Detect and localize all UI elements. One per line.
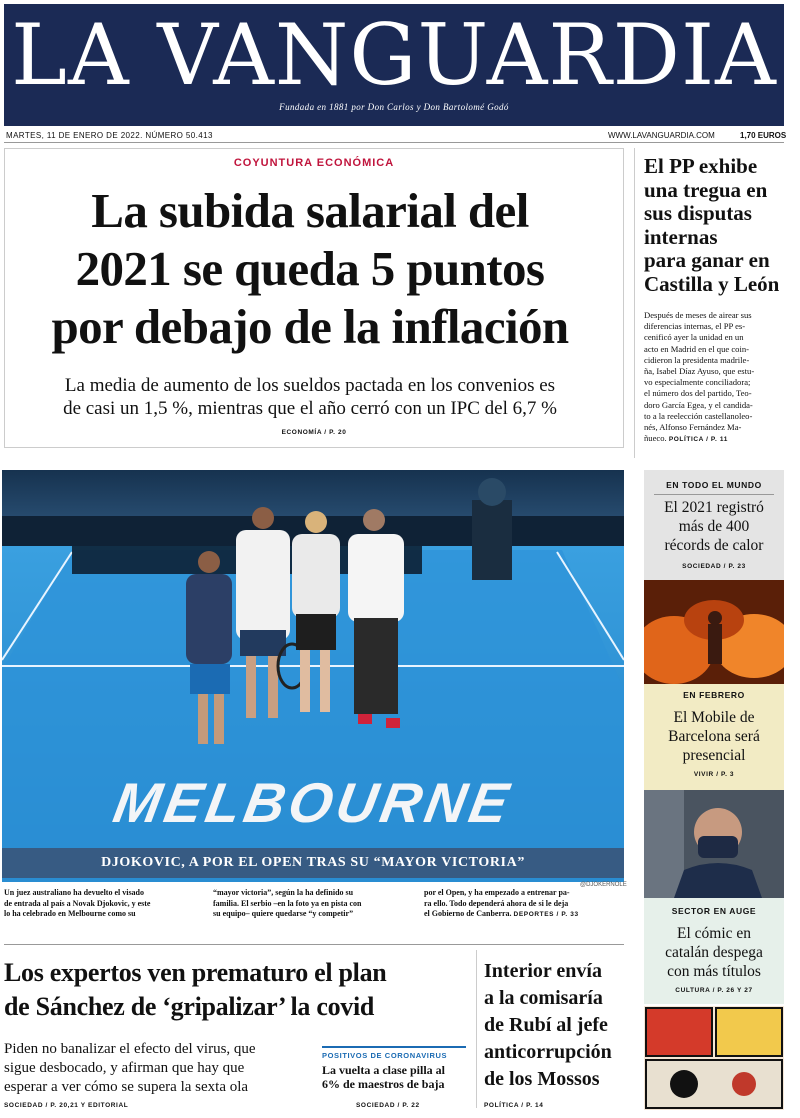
caption-line: ra ello. Todo dependerá ahora de si le deja xyxy=(424,898,569,908)
box-label: SECTOR EN AUGE xyxy=(671,906,757,916)
side-headline-line: El PP exhibe xyxy=(644,154,758,178)
box-line: El cómic en xyxy=(676,925,752,942)
man-portrait-image xyxy=(644,790,784,898)
box-section: CULTURA / P. 26 Y 27 xyxy=(675,987,753,994)
side-body-line: ñueco. xyxy=(644,433,667,444)
box-line: con más títulos xyxy=(667,963,761,980)
side-body-line: ña, Isabel Díaz Ayuso, que estu- xyxy=(644,366,755,377)
divider xyxy=(634,148,635,458)
caption-column-1 xyxy=(4,888,204,920)
brief-line: 6% de maestros de baja xyxy=(322,1077,445,1091)
caption-line: Un juez australiano ha devuelto el visado xyxy=(4,888,145,897)
side-headline-line: sus disputas xyxy=(644,201,752,225)
caption-line: el Gobierno de Canberra. xyxy=(424,909,512,919)
box-headline xyxy=(644,498,784,555)
lead-sub-line: La media de aumento de los sueldos pactada en los convenios es xyxy=(64,375,556,396)
photo-section: DEPORTES / P. 33 xyxy=(513,911,579,919)
brief-section: SOCIEDAD / P. 22 xyxy=(356,1102,420,1109)
lead-headline-line: por debajo de la inflación xyxy=(51,299,569,354)
portrait-photo xyxy=(644,790,784,898)
side-body-line: acto en Madrid en el que coin- xyxy=(644,343,749,354)
website[interactable]: WWW.LAVANGUARDIA.COM xyxy=(608,131,715,140)
brief-box[interactable] xyxy=(322,1046,466,1091)
box-label: EN FEBRERO xyxy=(683,690,745,700)
side-body-line: vo especialmente conciliadora; xyxy=(644,377,751,388)
box-line: Barcelona será xyxy=(668,728,760,745)
side-headline-line: para ganar en xyxy=(644,248,770,272)
divider xyxy=(654,494,774,495)
interior-line: a la comisaría xyxy=(484,987,603,1009)
box-headline xyxy=(644,708,784,765)
box-section: VIVIR / P. 3 xyxy=(693,771,735,778)
side-headline-line: una tregua en xyxy=(644,177,768,202)
wildfire-photo xyxy=(644,580,784,684)
interior-line: de los Mossos xyxy=(484,1068,600,1090)
side-body-line: doro García Egea, y el candida- xyxy=(644,399,753,410)
side-story-headline[interactable] xyxy=(644,155,794,296)
lead-kicker: COYUNTURA ECONÓMICA xyxy=(233,157,395,169)
interior-line: anticorrupción xyxy=(484,1041,612,1063)
bottom-sub-line: esperar a ver cómo se supera la sexta ola xyxy=(4,1079,249,1095)
divider xyxy=(4,944,624,945)
photo-caption[interactable]: DJOKOVIC, A POR EL OPEN TRAS SU “MAYOR VICTORIA” xyxy=(2,848,624,878)
side-body-line: cenificó ayer la unidad en un xyxy=(644,332,744,343)
masthead-subtitle: Fundada en 1881 por Don Carlos y Don Bartolomé Godó xyxy=(279,102,509,112)
side-story-section: POLÍTICA / P. 11 xyxy=(668,436,728,444)
box-line: El Mobile de xyxy=(673,709,755,726)
comic-panels-image xyxy=(644,1006,784,1110)
caption-line: de entrada al país a Novak Djokovic, y este xyxy=(4,898,151,908)
lead-headline[interactable] xyxy=(6,182,614,356)
side-headline-line: internas xyxy=(644,224,718,249)
bottom-subheadline xyxy=(4,1040,314,1097)
comic-box[interactable] xyxy=(644,898,784,1004)
lead-sub-line: de casi un 1,5 %, mientras que el año cerró con un IPC del 6,7 % xyxy=(63,398,557,419)
interior-line: de Rubí al jefe xyxy=(484,1014,608,1036)
box-line: récords de calor xyxy=(664,537,764,554)
box-line: catalán despega xyxy=(665,944,763,961)
box-line: El 2021 registró xyxy=(664,499,764,516)
caption-line: familia. El serbio –en la foto ya en pista con xyxy=(213,898,362,908)
brief-label: POSITIVOS DE CORONAVIRUS xyxy=(322,1051,448,1060)
side-story-body xyxy=(644,310,786,445)
court-lettering: MELBOURNE xyxy=(108,771,517,834)
caption-line: por el Open, y ha empezado a entrenar pa- xyxy=(424,888,570,897)
masthead xyxy=(4,4,784,126)
lead-headline-line: 2021 se queda 5 puntos xyxy=(75,241,545,296)
bottom-sub-line: sigue desbocado, y afirman que hay que xyxy=(4,1060,245,1076)
caption-line: su equipo– quiere quedarse “y competir” xyxy=(213,909,354,919)
box-headline xyxy=(644,924,784,981)
brief-line: La vuelta a clase pilla al xyxy=(322,1063,445,1077)
price: 1,70 EUROS xyxy=(740,131,787,140)
interior-line: Interior envía xyxy=(484,960,602,982)
side-body-line: nés, Alfonso Fernández Ma- xyxy=(644,422,742,433)
comic-image xyxy=(644,1006,784,1110)
box-line: más de 400 xyxy=(678,518,750,535)
side-body-line: diferencias internas, el PP es- xyxy=(644,321,746,332)
record-heat-box[interactable] xyxy=(644,470,784,580)
side-body-line: el número dos del partido, Teo- xyxy=(644,388,752,399)
caption-line: lo ha celebrado en Melbourne como su xyxy=(4,909,136,919)
side-body-line: cidieron la presidenta madrile- xyxy=(644,354,750,365)
lead-subheadline xyxy=(20,374,600,420)
brief-headline xyxy=(322,1063,466,1091)
box-section: SOCIEDAD / P. 23 xyxy=(682,563,746,570)
side-body-line: Después de meses de airear sus xyxy=(644,310,752,320)
box-line: presencial xyxy=(682,747,746,764)
issue-date: MARTES, 11 DE ENERO DE 2022. NÚMERO 50.413 xyxy=(6,131,213,140)
caption-column-2 xyxy=(213,888,413,920)
bottom-headline[interactable] xyxy=(4,956,474,1024)
side-body-line: to a la reelección castellanoleo- xyxy=(644,410,753,421)
interior-section: POLÍTICA / P. 14 xyxy=(484,1102,544,1109)
divider xyxy=(4,142,784,143)
caption-line: “mayor victoria”, según la ha definido su xyxy=(213,888,354,897)
caption-column-3 xyxy=(424,888,624,921)
fire-image xyxy=(644,580,784,684)
lead-section: ECONOMÍA / P. 20 xyxy=(281,429,347,436)
newspaper-title: LA VANGUARDIA xyxy=(11,6,777,104)
interior-headline[interactable] xyxy=(484,958,634,1093)
side-headline-line: Castilla y León xyxy=(644,271,780,296)
lead-headline-line: La subida salarial del xyxy=(91,183,529,238)
bottom-sub-line: Piden no banalizar el efecto del virus, que xyxy=(4,1041,256,1057)
bottom-section: SOCIEDAD / P. 20,21 Y EDITORIAL xyxy=(4,1102,129,1109)
photo-credit: @DJOKERNOLE xyxy=(580,882,627,888)
bottom-headline-line: de Sánchez de ‘gripalizar’ la covid xyxy=(4,992,375,1021)
bottom-headline-line: Los expertos ven prematuro el plan xyxy=(4,958,387,987)
box-label: EN TODO EL MUNDO xyxy=(666,480,762,490)
mobile-box[interactable] xyxy=(644,684,784,790)
divider xyxy=(476,950,477,1108)
